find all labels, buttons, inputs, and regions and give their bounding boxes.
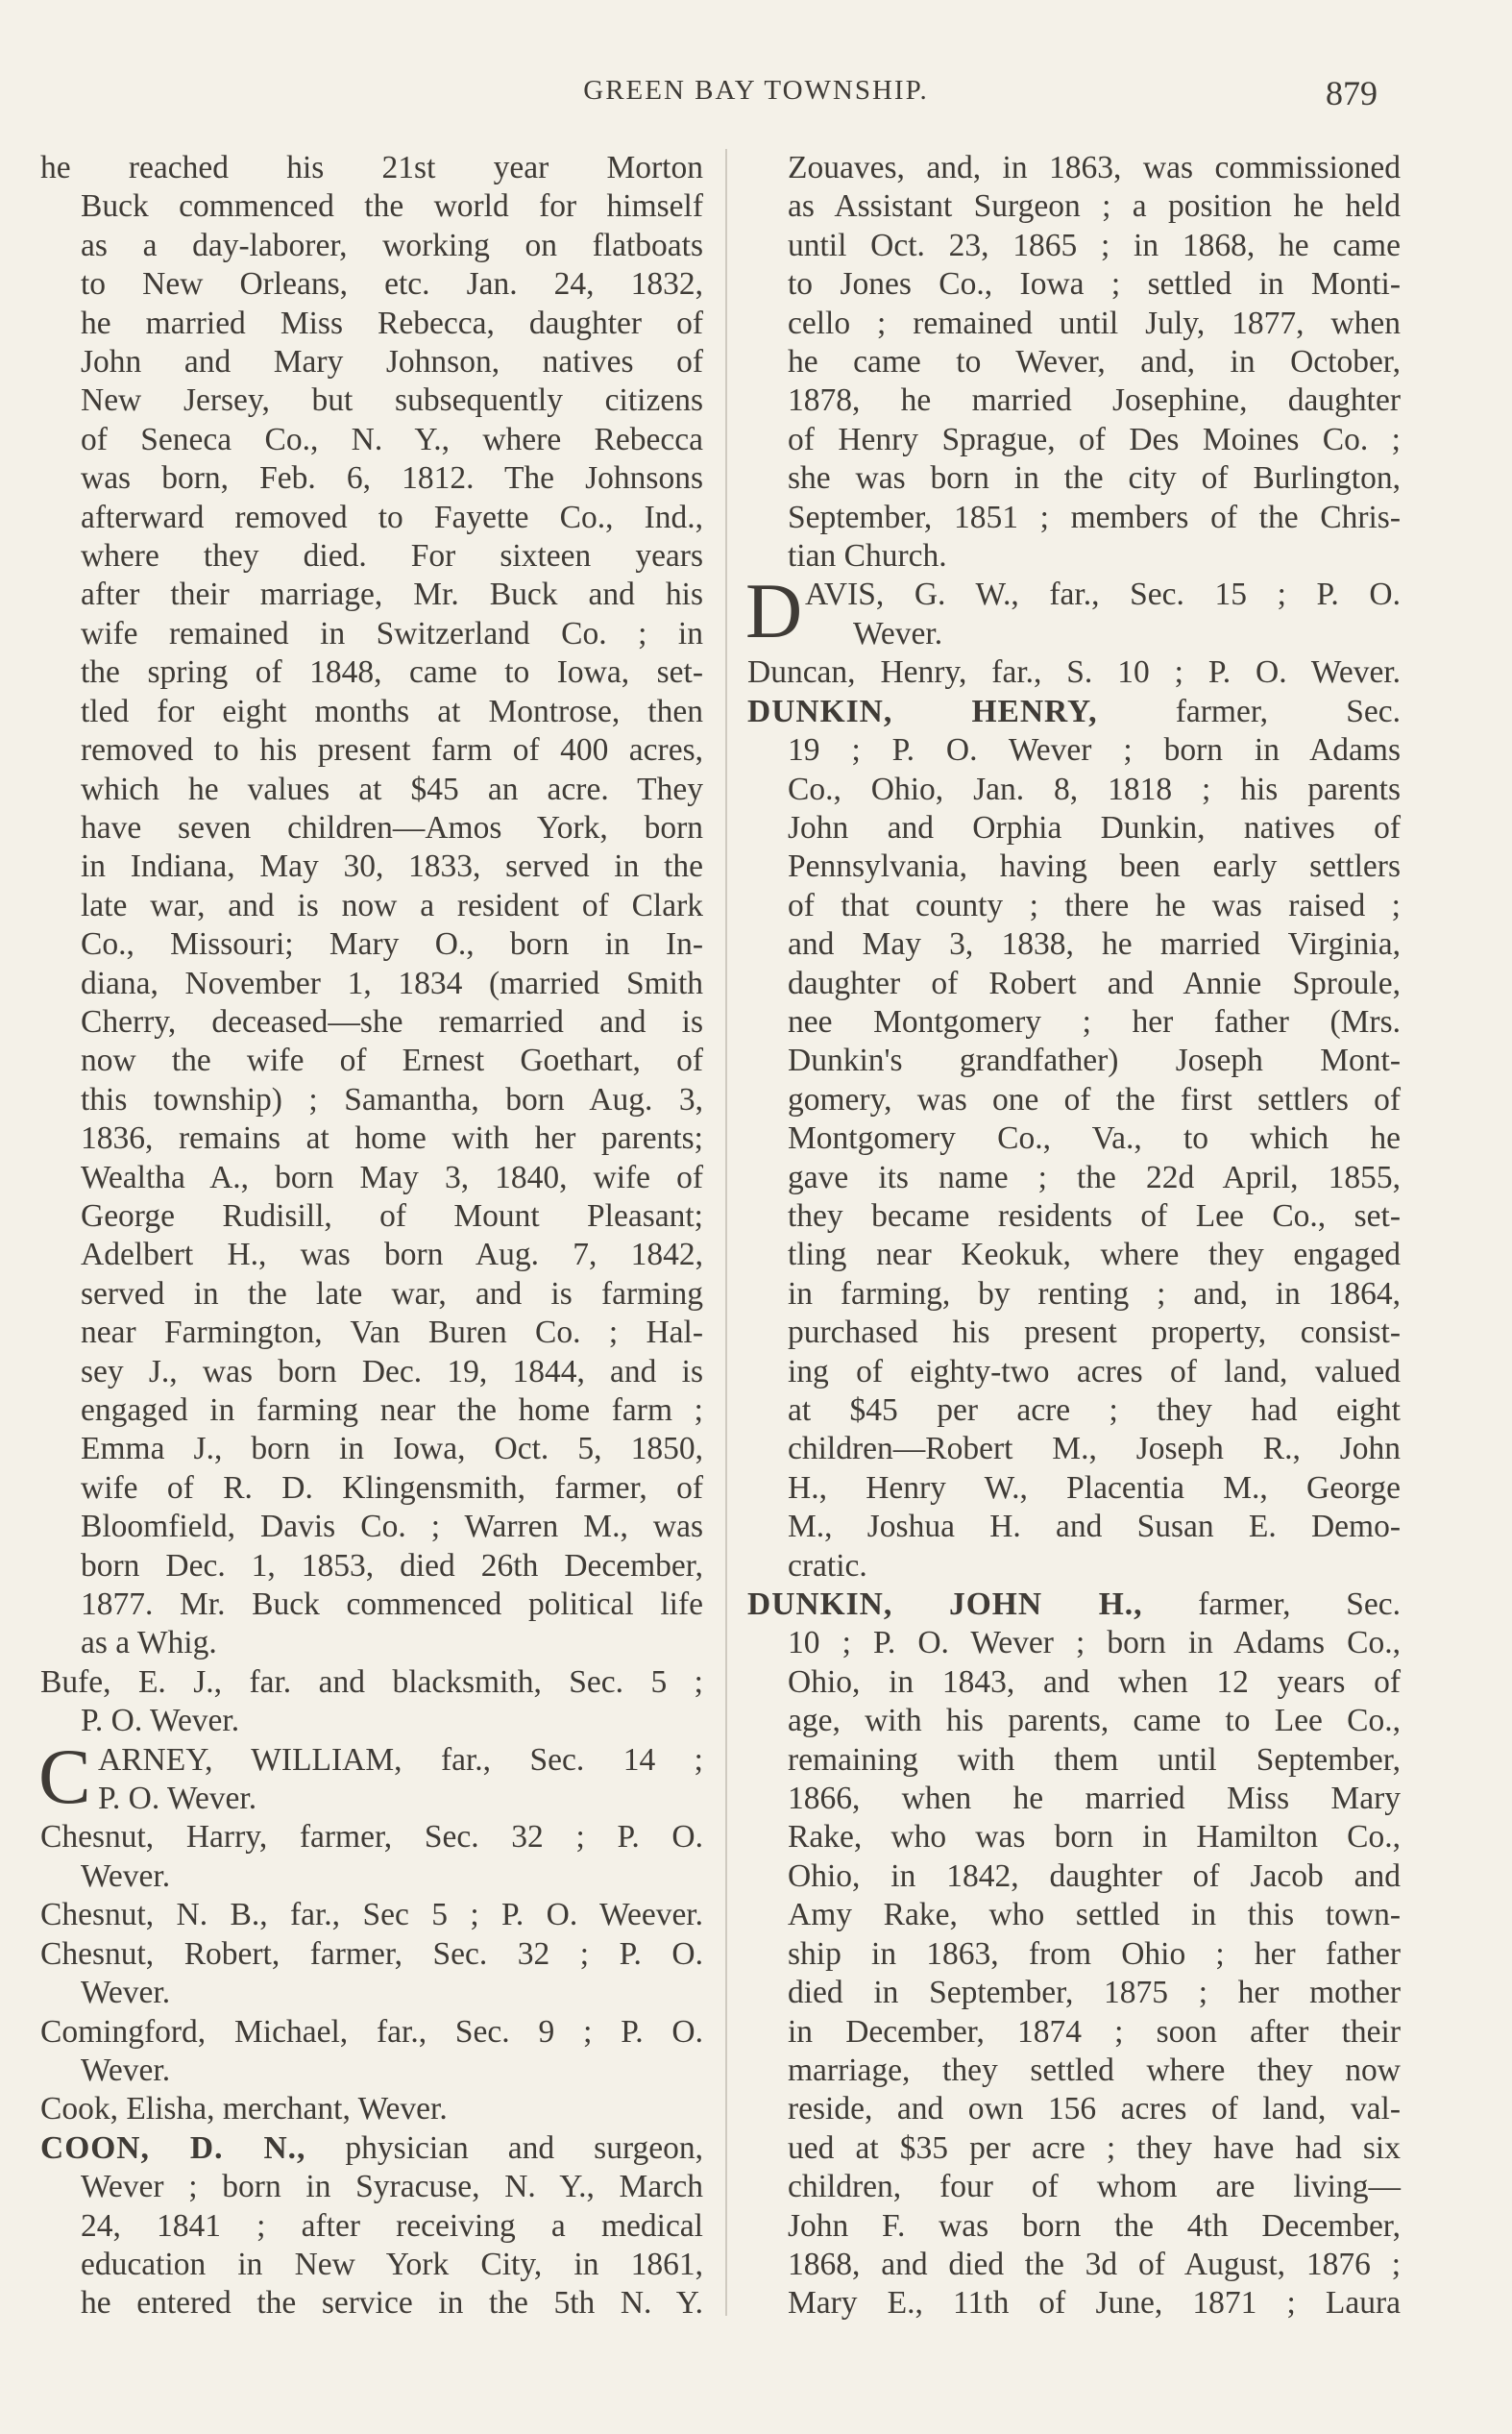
text-line: reside, and own 156 acres of land, val- bbox=[788, 2091, 1401, 2127]
entry-bufe: Bufe, E. J., far. and blacksmith, Sec. 5 ; bbox=[40, 1663, 703, 1700]
text-line: in farming, by renting ; and, in 1864, bbox=[788, 1275, 1401, 1312]
text-line: tling near Keokuk, where they engaged bbox=[788, 1237, 1401, 1273]
text-line: served in the late war, and is farming bbox=[81, 1275, 703, 1312]
text-line: 1877. Mr. Buck commenced political life bbox=[81, 1586, 703, 1623]
entry-coon-name: COON, D. N., bbox=[40, 2129, 306, 2166]
entry-chesnut-robert-po: Wever. bbox=[81, 1975, 171, 2011]
entry-comingford: Comingford, Michael, far., Sec. 9 ; P. O. bbox=[40, 2013, 703, 2050]
text-line: they became residents of Lee Co., set- bbox=[788, 1197, 1401, 1234]
entry-dunkin-henry-line: farmer, Sec. bbox=[1097, 693, 1401, 729]
text-line: Wever ; born in Syracuse, N. Y., March bbox=[81, 2169, 703, 2205]
text-line: cratic. bbox=[788, 1547, 867, 1584]
text-line: 1868, and died the 3d of August, 1876 ; bbox=[788, 2246, 1401, 2282]
entry-carney-line: ARNEY, WILLIAM, far., Sec. 14 ; bbox=[98, 1741, 703, 1778]
entry-dunkin-john-heading bbox=[747, 1586, 1401, 1624]
text-line: John and Orphia Dunkin, natives of bbox=[788, 809, 1401, 846]
text-line: born Dec. 1, 1853, died 26th December, bbox=[81, 1547, 703, 1584]
text-line: children, four of whom are living— bbox=[788, 2169, 1401, 2205]
text-line: of Henry Sprague, of Des Moines Co. ; bbox=[788, 421, 1401, 457]
entry-chesnut-robert: Chesnut, Robert, farmer, Sec. 32 ; P. O. bbox=[40, 1935, 703, 1972]
text-line: in Indiana, May 30, 1833, served in the bbox=[81, 848, 703, 885]
column-divider bbox=[725, 149, 727, 2316]
text-line: diana, November 1, 1834 (married Smith bbox=[81, 965, 703, 1001]
text-line: gave its name ; the 22d April, 1855, bbox=[788, 1159, 1401, 1195]
text-line: age, with his parents, came to Lee Co., bbox=[788, 1703, 1401, 1739]
entry-dunkin-john-line: farmer, Sec. bbox=[1142, 1586, 1401, 1623]
text-line: Amy Rake, who settled in this town- bbox=[788, 1897, 1401, 1933]
entry-davis-line: AVIS, G. W., far., Sec. 15 ; P. O. bbox=[805, 577, 1401, 613]
text-line: at $45 per acre ; they had eight bbox=[788, 1392, 1401, 1428]
text-line: Mary E., 11th of June, 1871 ; Laura bbox=[788, 2285, 1401, 2322]
text-line: John F. was born the 4th December, bbox=[788, 2207, 1401, 2244]
text-line: ship in 1863, from Ohio ; her father bbox=[788, 1935, 1401, 1972]
text-line: she was born in the city of Burlington, bbox=[788, 460, 1401, 497]
text-line: remaining with them until September, bbox=[788, 1741, 1401, 1778]
text-line: 1836, remains at home with her parents; bbox=[81, 1120, 703, 1157]
text-line: have seven children—Amos York, born bbox=[81, 809, 703, 846]
text-line: George Rudisill, of Mount Pleasant; bbox=[81, 1197, 703, 1234]
text-line: Co., Ohio, Jan. 8, 1818 ; his parents bbox=[788, 771, 1401, 807]
text-line: died in September, 1875 ; her mother bbox=[788, 1975, 1401, 2011]
entry-carney bbox=[38, 1732, 703, 1820]
text-line: gomery, was one of the first settlers of bbox=[788, 1081, 1401, 1118]
text-line: wife remained in Switzerland Co. ; in bbox=[81, 615, 703, 652]
text-line: as a Whig. bbox=[81, 1625, 217, 1661]
text-line: Cherry, deceased—she remarried and is bbox=[81, 1003, 703, 1040]
text-line: late war, and is now a resident of Clark bbox=[81, 887, 703, 923]
drop-cap-d: D bbox=[745, 567, 803, 655]
text-line: after their marriage, Mr. Buck and his bbox=[81, 577, 703, 613]
text-line: Bloomfield, Davis Co. ; Warren M., was bbox=[81, 1509, 703, 1545]
text-line: 19 ; P. O. Wever ; born in Adams bbox=[788, 732, 1401, 769]
text-line: which he values at $45 an acre. They bbox=[81, 771, 703, 807]
text-line: purchased his present property, consist- bbox=[788, 1315, 1401, 1351]
text-line: 24, 1841 ; after receiving a medical bbox=[81, 2207, 703, 2244]
entry-duncan: Duncan, Henry, far., S. 10 ; P. O. Wever. bbox=[747, 654, 1401, 691]
text-line: Ohio, in 1842, daughter of Jacob and bbox=[788, 1857, 1401, 1894]
text-line: cello ; remained until July, 1877, when bbox=[788, 305, 1401, 341]
entry-comingford-po: Wever. bbox=[81, 2052, 171, 2088]
text-line: Co., Missouri; Mary O., born in In- bbox=[81, 926, 703, 963]
text-line: near Farmington, Van Buren Co. ; Hal- bbox=[81, 1315, 703, 1351]
running-header: GREEN BAY TOWNSHIP. bbox=[583, 75, 929, 106]
text-line: Buck commenced the world for himself bbox=[81, 188, 703, 225]
text-line: he reached his 21st year Morton bbox=[40, 150, 703, 185]
text-line: afterward removed to Fayette Co., Ind., bbox=[81, 499, 703, 535]
entry-cook: Cook, Elisha, merchant, Wever. bbox=[40, 2091, 448, 2127]
text-line: he came to Wever, and, in October, bbox=[788, 344, 1401, 381]
text-line: New Jersey, but subsequently citizens bbox=[81, 382, 703, 419]
text-line: as Assistant Surgeon ; a position he held bbox=[788, 188, 1401, 225]
text-line: he married Miss Rebecca, daughter of bbox=[81, 305, 703, 341]
text-line: he entered the service in the 5th N. Y. bbox=[81, 2285, 703, 2322]
text-line: where they died. For sixteen years bbox=[81, 538, 703, 575]
text-line: of that county ; there he was raised ; bbox=[788, 887, 1401, 923]
coon-biography-continued bbox=[747, 149, 1401, 576]
text-line: to New Orleans, etc. Jan. 24, 1832, bbox=[81, 266, 703, 303]
text-line: sey J., was born Dec. 19, 1844, and is bbox=[81, 1353, 703, 1389]
text-line: ing of eighty-two acres of land, valued bbox=[788, 1353, 1401, 1389]
text-line: Ohio, in 1843, and when 12 years of bbox=[788, 1663, 1401, 1700]
text-line: Rake, who was born in Hamilton Co., bbox=[788, 1819, 1401, 1856]
entry-coon-line: physician and surgeon, bbox=[305, 2129, 704, 2166]
text-line: of Seneca Co., N. Y., where Rebecca bbox=[81, 421, 703, 457]
entry-bufe-po: P. O. Wever. bbox=[81, 1703, 240, 1739]
text-line: engaged in farming near the home farm ; bbox=[81, 1392, 703, 1428]
entry-dunkin-henry-body bbox=[747, 731, 1401, 1586]
right-column bbox=[747, 149, 1401, 2323]
text-line: Pennsylvania, having been early settlers bbox=[788, 848, 1401, 885]
entry-dunkin-john-name: DUNKIN, JOHN H., bbox=[747, 1586, 1143, 1623]
text-line: in December, 1874 ; soon after their bbox=[788, 2013, 1401, 2050]
text-line: now the wife of Ernest Goethart, of bbox=[81, 1043, 703, 1079]
text-line: ued at $35 per acre ; they have had six bbox=[788, 2129, 1401, 2166]
text-line: Dunkin's grandfather) Joseph Mont- bbox=[788, 1043, 1401, 1079]
entry-chesnut-harry-po: Wever. bbox=[81, 1857, 171, 1894]
left-column bbox=[40, 149, 703, 2323]
text-line: marriage, they settled where they now bbox=[788, 2052, 1401, 2088]
page-number: 879 bbox=[1326, 74, 1378, 112]
entry-carney-po: P. O. Wever. bbox=[98, 1781, 257, 1817]
entry-dunkin-henry-name: DUNKIN, HENRY, bbox=[747, 693, 1098, 729]
text-line: 10 ; P. O. Wever ; born in Adams Co., bbox=[788, 1625, 1401, 1661]
text-line: the spring of 1848, came to Iowa, set- bbox=[81, 654, 703, 691]
drop-cap-c: C bbox=[38, 1732, 91, 1820]
text-line: Montgomery Co., Va., to which he bbox=[788, 1120, 1401, 1157]
text-line: H., Henry W., Placentia M., George bbox=[788, 1469, 1401, 1506]
text-line: daughter of Robert and Annie Sproule, bbox=[788, 965, 1401, 1001]
entry-dunkin-john-body bbox=[747, 1624, 1401, 2323]
text-line: and May 3, 1838, he married Virginia, bbox=[788, 926, 1401, 963]
text-line: this township) ; Samantha, born Aug. 3, bbox=[81, 1081, 703, 1118]
text-line: until Oct. 23, 1865 ; in 1868, he came bbox=[788, 227, 1401, 263]
text-line: removed to his present farm of 400 acres, bbox=[81, 732, 703, 769]
text-line: September, 1851 ; members of the Chris- bbox=[788, 499, 1401, 535]
text-line: M., Joshua H. and Susan E. Demo- bbox=[788, 1509, 1401, 1545]
text-line: wife of R. D. Klingensmith, farmer, of bbox=[81, 1469, 703, 1506]
entry-dunkin-henry-heading bbox=[747, 693, 1401, 731]
text-line: Wealtha A., born May 3, 1840, wife of bbox=[81, 1159, 703, 1195]
entry-chesnut-harry: Chesnut, Harry, farmer, Sec. 32 ; P. O. bbox=[40, 1819, 703, 1856]
text-line: 1878, he married Josephine, daughter bbox=[788, 382, 1401, 419]
entry-chesnut-nb: Chesnut, N. B., far., Sec 5 ; P. O. Weever. bbox=[40, 1897, 703, 1933]
entry-davis-po: Wever. bbox=[853, 615, 943, 652]
text-line: Emma J., born in Iowa, Oct. 5, 1850, bbox=[81, 1431, 703, 1467]
entry-coon-heading bbox=[40, 2129, 703, 2168]
text-line: was born, Feb. 6, 1812. The Johnsons bbox=[81, 460, 703, 497]
text-line: nee Montgomery ; her father (Mrs. bbox=[788, 1003, 1401, 1040]
entry-davis bbox=[745, 567, 1401, 655]
entry-coon-body bbox=[40, 2168, 703, 2323]
text-line: John and Mary Johnson, natives of bbox=[81, 344, 703, 381]
text-line: Zouaves, and, in 1863, was commissioned bbox=[788, 150, 1401, 185]
buck-biography-continued bbox=[40, 149, 703, 1663]
text-line: tled for eight months at Montrose, then bbox=[81, 693, 703, 729]
text-line: to Jones Co., Iowa ; settled in Monti- bbox=[788, 266, 1401, 303]
text-line: as a day-laborer, working on flatboats bbox=[81, 227, 703, 263]
text-line: children—Robert M., Joseph R., John bbox=[788, 1431, 1401, 1467]
text-line: education in New York City, in 1861, bbox=[81, 2246, 703, 2282]
text-line: Adelbert H., was born Aug. 7, 1842, bbox=[81, 1237, 703, 1273]
text-line: 1866, when he married Miss Mary bbox=[788, 1781, 1401, 1817]
text-line: tian Church. bbox=[788, 538, 947, 575]
